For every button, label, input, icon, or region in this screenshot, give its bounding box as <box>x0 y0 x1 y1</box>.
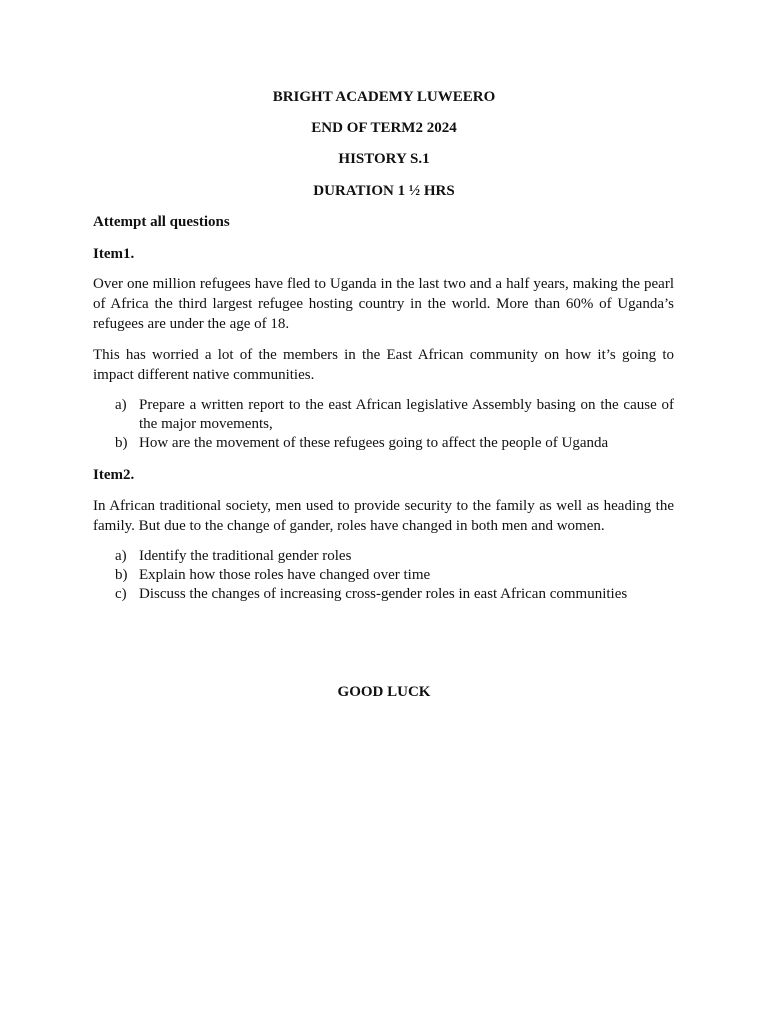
list-item <box>93 396 674 434</box>
item-2-paragraph-1: In African traditional society, men used to provide security to the family as well as heading the family. But due to the change of gander, roles have changed in both men and women. <box>93 498 674 534</box>
duration: DURATION 1 ½ HRS <box>313 183 455 199</box>
question-text: How are the movement of these refugees going to affect the people of Uganda <box>139 435 609 451</box>
item-1-paragraph-2: This has worried a lot of the members in the East African community on how it’s going to impact different native communities. <box>93 347 674 383</box>
question-text: Identify the traditional gender roles <box>139 548 352 564</box>
list-marker: b) <box>115 435 128 451</box>
item-2-title: Item2. <box>93 467 135 483</box>
question-text: Explain how those roles have changed over time <box>139 567 431 583</box>
item-1-paragraph-1: Over one million refugees have fled to Uganda in the last two and a half years, making the pearl of Africa the third largest refugee hosting country in the world. More than 60% of Uganda’s refugees are under the age of 18. <box>93 276 674 332</box>
item-1-title: Item1. <box>93 246 135 262</box>
list-item <box>93 547 674 566</box>
subject-title: HISTORY S.1 <box>338 151 430 167</box>
school-name: BRIGHT ACADEMY LUWEERO <box>272 89 496 105</box>
footer-good-luck: GOOD LUCK <box>337 684 431 700</box>
item-1-questions <box>93 396 674 453</box>
question-text: Prepare a written report to the east African legislative Assembly basing on the cause of the major movements, <box>139 397 674 432</box>
list-item <box>93 434 674 453</box>
list-marker: c) <box>115 586 127 602</box>
term-title: END OF TERM2 2024 <box>311 120 457 136</box>
question-text: Discuss the changes of increasing cross-gender roles in east African communities <box>139 586 628 602</box>
list-marker: a) <box>115 548 127 564</box>
list-item <box>93 585 674 604</box>
list-item <box>93 566 674 585</box>
list-marker: b) <box>115 567 128 583</box>
instructions: Attempt all questions <box>93 214 230 230</box>
list-marker: a) <box>115 397 127 413</box>
item-2-questions <box>93 547 674 604</box>
